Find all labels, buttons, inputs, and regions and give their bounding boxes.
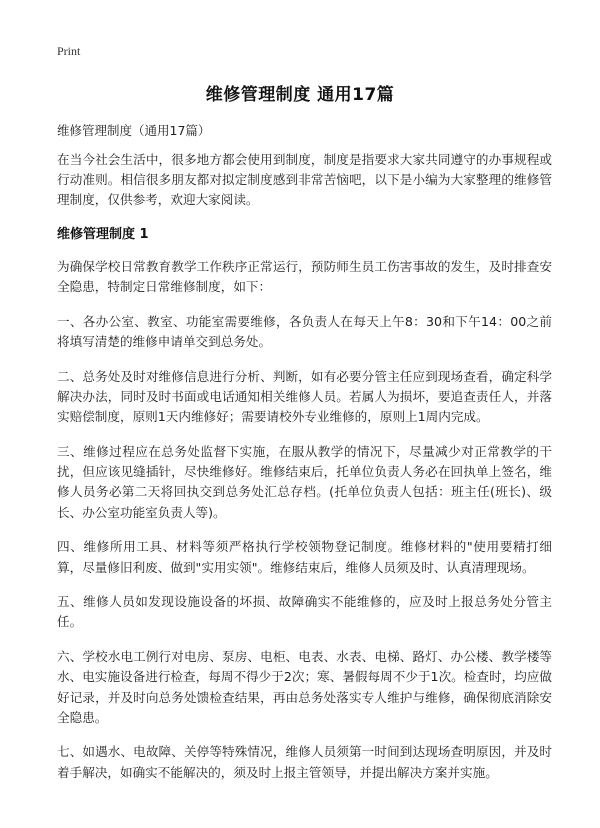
body-paragraph: 四、维修所用工具、材料等须严格执行学校领物登记制度。维修材料的"使用要精打细算，尽量修旧利废、做到"实用实领"。维修结束后，维修人员须及时、认真清理现场。 — [57, 539, 552, 575]
body-paragraph: 为确保学校日常教育教学工作秩序正常运行，预防师生员工伤害事故的发生，及时排查安全隐患，特制定日常维修制度，如下： — [57, 259, 552, 295]
document-subtitle: 维修管理制度（通用17篇） — [57, 123, 211, 138]
body-paragraph: 二、总务处及时对维修信息进行分析、判断，如有必要分管主任应到现场查看，确定科学解决办法，同时及时书面或电话通知相关维修人员。若属人为损坏，要追查责任人，并落实赔偿制度，原则1天内维修好；需要请校外专业维修的，原则上1周内完成。 — [57, 368, 552, 425]
intro-paragraph: 在当今社会生活中，很多地方都会使用到制度，制度是指要求大家共同遵守的办事规程或行动准则。相信很多朋友都对拟定制度感到非常苦恼吧，以下是小编为大家整理的维修管理制度，仅供参考，欢迎大家阅读。 — [57, 152, 552, 208]
body-paragraph: 七、如遇水、电故障、关停等特殊情况，维修人员须第一时间到达现场查明原因，并及时着手解决，如确实不能解决的，须及时上报主管领导，并提出解决方案并实施。 — [57, 744, 552, 780]
document-body — [57, 150, 552, 797]
section-heading: 维修管理制度 1 — [57, 227, 149, 243]
body-paragraph: 五、维修人员如发现设施设备的坏损、故障确实不能维修的，应及时上报总务处分管主任。 — [57, 594, 552, 630]
document-title: 维修管理制度 通用17篇 — [205, 85, 395, 105]
body-paragraph: 三、维修过程应在总务处监督下实施，在服从教学的情况下，尽量减少对正常教学的干扰，但应该见缝插针，尽快维修好。维修结束后，托单位负责人务必在回执单上签名，维修人员务必第二天将回执交到总务处汇总存档。(托单位负责人包括：班主任(班长)、级长、办公室功能室负责人等)。 — [57, 444, 552, 520]
body-paragraph: 一、各办公室、教室、功能室需要维修，各负责人在每天上午8：30和下午14：00之前将填写清楚的维修申请单交到总务处。 — [57, 314, 552, 350]
body-paragraph: 六、学校水电工例行对电房、泵房、电柜、电表、水表、电梯、路灯、办公楼、教学楼等水、电实施设备进行检查，每周不得少于2次；寒、暑假每周不少于1次。检查时，均应做好记录，并及时向总务处馈检查结果，再由总务处落实专人维护与维修，确保彻底消除安全隐患。 — [57, 649, 552, 725]
print-label: Print — [57, 44, 81, 58]
